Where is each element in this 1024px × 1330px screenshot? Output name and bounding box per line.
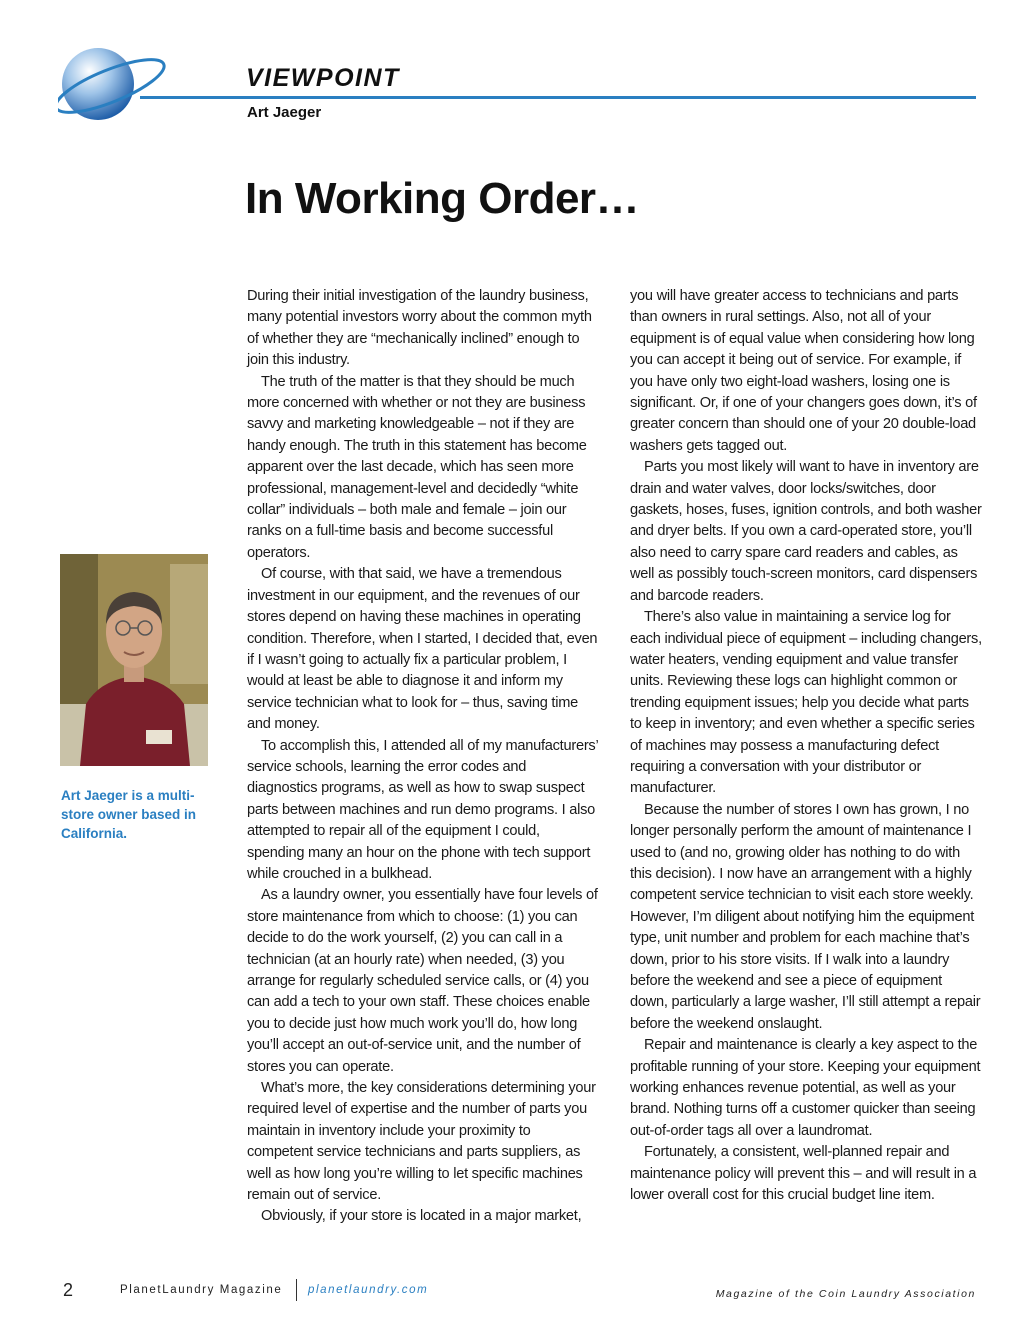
author-byline: Art Jaeger	[247, 104, 322, 121]
paragraph: Obviously, if your store is located in a major market,	[261, 1208, 582, 1225]
paragraph: Parts you most likely will want to have in inventory are drain and water valves, door locks/switches, door gaskets, hoses, fuses, ignition controls, and both washer and dryer belts. If you own a card-operated store, you’ll also need to carry spare card readers and cables, as well as possibly touch-screen monitors, card dispensers and barcode readers.	[630, 459, 982, 604]
paragraph: Fortunately, a consistent, well-planned repair and maintenance policy will prevent this – and will result in a lower overall cost for this crucial budget line item.	[630, 1144, 977, 1204]
page-number: 2	[63, 1280, 74, 1300]
author-photo	[60, 554, 208, 766]
paragraph: The truth of the matter is that they should be much more concerned with whether or not they are business savvy and marketing knowledgeable – not if they are handy enough. The truth in this statement has become apparent over the last decade, which has seen more professional, management-level and decidedly “white collar” individuals – both male and female – join our ranks on a full-time basis and become successful operators.	[247, 373, 587, 561]
article-column-right	[630, 286, 982, 1206]
association-tagline: Magazine of the Coin Laundry Association	[715, 1288, 976, 1300]
paragraph: Repair and maintenance is clearly a key aspect to the profitable running of your store. Keeping your equipment working enhances revenue potential, as well as your brand. Nothing turns off a customer quicker than seeing out-of-order tags all over a laundromat.	[630, 1037, 981, 1139]
magazine-name: PlanetLaundry Magazine	[120, 1284, 283, 1296]
paragraph: There’s also value in maintaining a service log for each individual piece of equipment – including changers, water heaters, vending equipment and value transfer units. Reviewing these logs can highlight common or trending equipment issues; help you decide what parts to keep in inventory; and even whether a specific series of machines may possess a manufacturing defect requiring a conversation with your distributor or manufacturer.	[630, 609, 982, 797]
magazine-url[interactable]: planetlaundry.com	[308, 1284, 429, 1296]
footer-divider	[296, 1279, 297, 1301]
header-rule	[140, 96, 976, 99]
globe-orbit-icon	[58, 44, 170, 124]
article-title: In Working Order…	[245, 174, 640, 223]
photo-caption: Art Jaeger is a multi-store owner based in California.	[61, 788, 197, 841]
section-label: VIEWPOINT	[246, 64, 400, 92]
paragraph: As a laundry owner, you essentially have four levels of store maintenance from which to choose: (1) you can decide to do the work yourself, (2) you can call in a technician (at an hourly rate) when needed, (3) you arrange for regularly scheduled service calls, or (4) you can add a tech to your own staff. These choices enable you to decide just how much work you’ll do, how long you’ll accept an out-of-service unit, and the number of stores you can operate.	[247, 887, 598, 1075]
paragraph: Of course, with that said, we have a tremendous investment in our equipment, and the revenues of our stores depend on having these machines in operating condition. Therefore, when I started, I decided that, even if I wasn’t going to actually fix a particular problem, I would at least be able to diagnose it and inform my service technician what to look for – thus, saving time and money.	[247, 566, 598, 733]
article-column-left	[247, 286, 599, 1228]
paragraph: During their initial investigation of the laundry business, many potential investors worry about the common myth of whether they are “mechanically inclined” enough to join this industry.	[247, 288, 592, 369]
paragraph: Because the number of stores I own has grown, I no longer personally perform the amount of maintenance I used to (and no, growing older has nothing to do with this decision). I now have an arrangement with a highly competent service technician to visit each store weekly. However, I’m diligent about notifying him the equipment type, unit number and problem for each machine that’s down, prior to his store visits. If I walk into a laundry before the weekend and see a piece of equipment down, particularly a large washer, I’ll still attempt a repair before the weekend onslaught.	[630, 801, 981, 1032]
paragraph: you will have greater access to technicians and parts than owners in rural settings. Also, not all of your equipment is of equal value when considering how long you can accept it being out of service. For example, if you have only two eight-load washers, losing one is significant. Or, if one of your changers goes down, it’s of greater concern than should one of your 20 double-load washers gets tagged out.	[630, 288, 977, 454]
paragraph: What’s more, the key considerations determining your required level of expertise and the number of parts you maintain in inventory include your proximity to competent service technicians and parts suppliers, as well as how long you’re willing to let specific machines remain out of service.	[247, 1080, 596, 1204]
paragraph: To accomplish this, I attended all of my manufacturers’ service schools, learning the error codes and diagnostics programs, as well as how to swap suspect parts between machines and run demo programs. I also attempted to repair all of the equipment I could, spending many an hour on the phone with tech support while crouched in a bulkhead.	[247, 737, 598, 882]
